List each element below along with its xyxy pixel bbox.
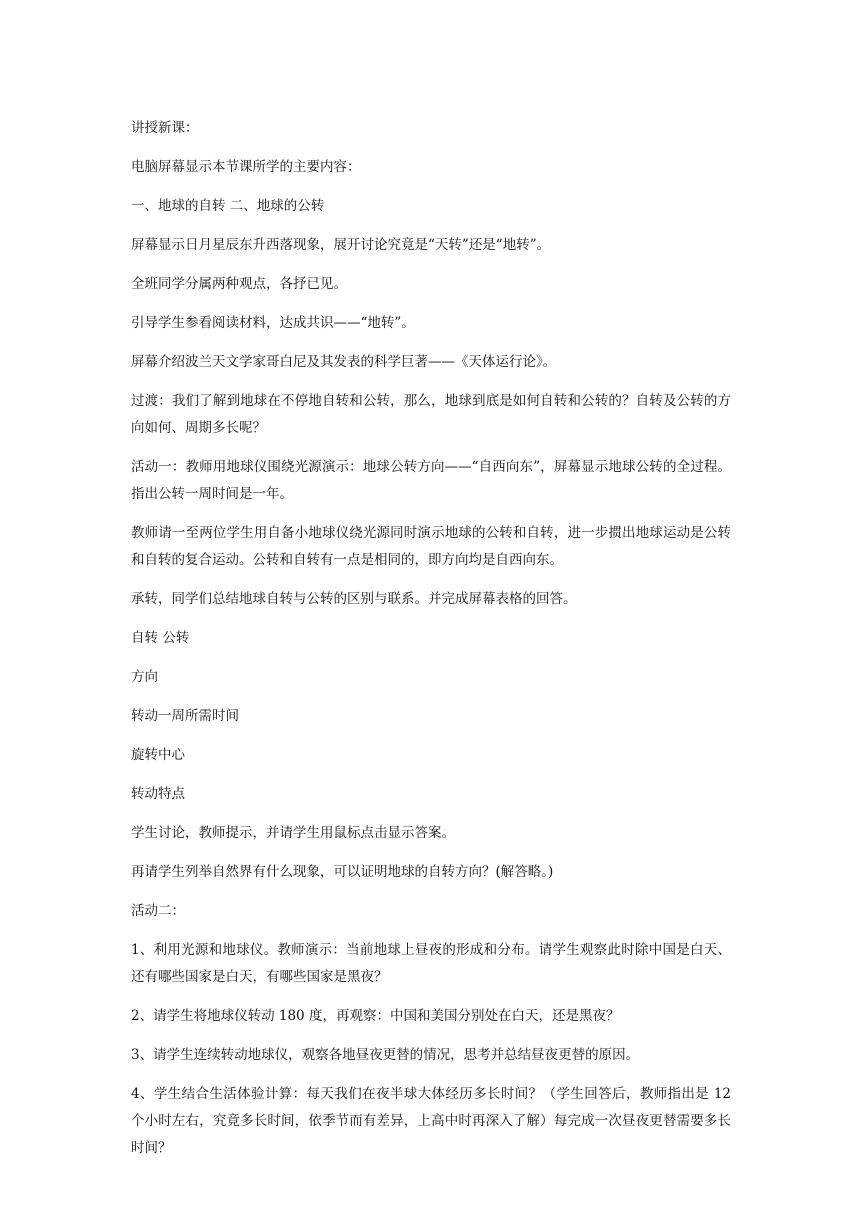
paragraph: 屏幕显示日月星辰东升西落现象，展开讨论究竟是“天转”还是“地转”。 xyxy=(131,237,551,253)
section-heading: 讲授新课： xyxy=(131,120,199,136)
paragraph: 承转，同学们总结地球自转与公转的区别与联系。并完成屏幕表格的回答。 xyxy=(131,591,577,607)
list-item: 2、请学生将地球仪转动 180 度，再观察：中国和美国分别处在白天，还是黑夜？ xyxy=(131,1008,620,1024)
paragraph: 屏幕介绍波兰天文学家哥白尼及其发表的科学巨著——《天体运行论》。 xyxy=(131,354,557,370)
table-row-label: 转动特点 xyxy=(131,786,185,802)
paragraph: 教师请一至两位学生用自备小地球仪绕光源同时演示地球的公转和自转，进一步掼出地球运动是公转和自转的复合运动。公转和自转有一点是相同的，即方向均是自西向东。 xyxy=(131,525,731,568)
list-item: 1、利用光源和地球仪。教师演示：当前地球上昼夜的形成和分布。请学生观察此时除中国是白天、还有哪些国家是白天，有哪些国家是黑夜？ xyxy=(131,942,731,985)
table-row-label: 旋转中心 xyxy=(131,747,185,763)
table-row-label: 转动一周所需时间 xyxy=(131,708,239,724)
paragraph: 学生讨论，教师提示，并请学生用鼠标点击显示答案。 xyxy=(131,825,455,841)
table-header-row: 自转 公转 xyxy=(131,630,190,646)
paragraph: 过渡：我们了解到地球在不停地自转和公转，那么，地球到底是如何自转和公转的？自转及公转的方向如何、周期多长呢？ xyxy=(131,393,731,436)
list-item: 3、请学生连续转动地球仪，观察各地昼夜更替的情况，思考并总结昼夜更替的原因。 xyxy=(131,1047,640,1063)
paragraph: 一、地球的自转 二、地球的公转 xyxy=(131,198,325,214)
paragraph: 电脑屏幕显示本节课所学的主要内容： xyxy=(131,159,361,175)
paragraph: 再请学生列举自然界有什么现象，可以证明地球的自转方向？(解答略。) xyxy=(131,864,554,880)
document-body xyxy=(131,115,731,1174)
paragraph: 全班同学分属两种观点，各抒已见。 xyxy=(131,276,347,292)
section-heading: 活动二： xyxy=(131,903,185,919)
table-row-label: 方向 xyxy=(131,669,158,685)
paragraph: 引导学生参看阅读材料，达成共识——“地转”。 xyxy=(131,315,415,331)
list-item: 4、学生结合生活体验计算：每天我们在夜半球大体经历多长时间？（学生回答后，教师指出是 12 个小时左右，究竟多长时间，依季节而有差异，上高中时再深入了解）每完成一次昼夜更替需要多长时间？ xyxy=(131,1086,731,1156)
paragraph: 活动一：教师用地球仪围绕光源演示：地球公转方向——“自西向东”，屏幕显示地球公转的全过程。指出公转一周时间是一年。 xyxy=(131,459,731,502)
